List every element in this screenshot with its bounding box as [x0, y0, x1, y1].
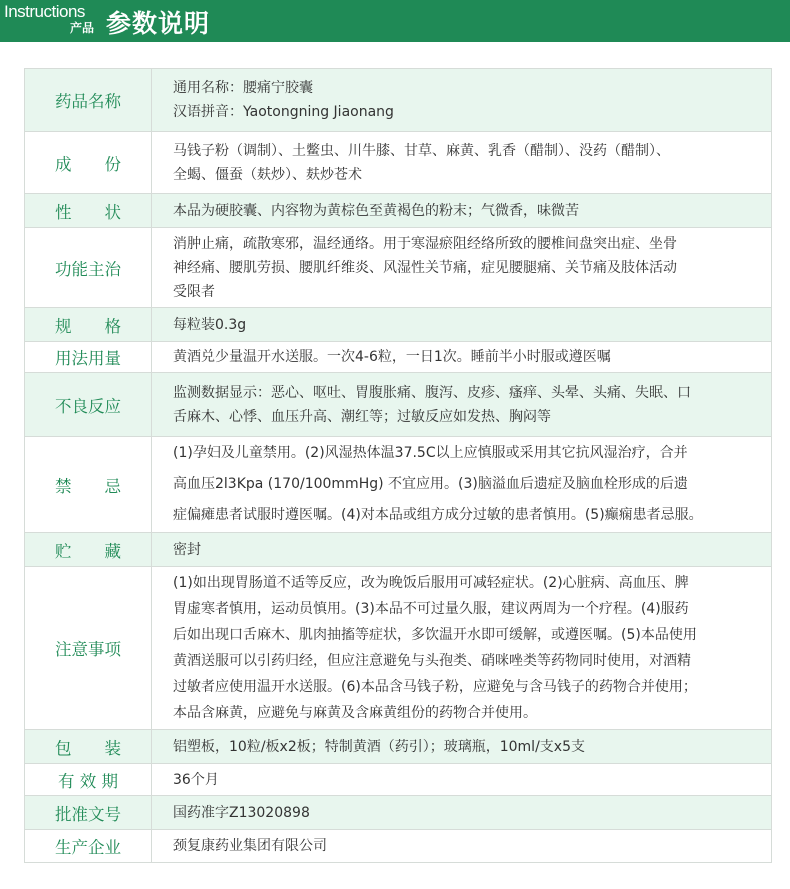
value-line: 黄酒送服可以引药归经，但应注意避免与头孢类、硝咪唑类等药物同时使用，对酒精	[173, 653, 691, 669]
value-line: 每粒装0.3g	[173, 316, 247, 333]
value-line: 马钱子粉（调制）、土鳖虫、川牛膝、甘草、麻黄、乳香（醋制）、没药（醋制）、	[173, 142, 670, 159]
row-label-expiry: 有 效 期	[25, 764, 152, 795]
row-value-dosage	[152, 342, 771, 372]
table-row	[25, 764, 771, 796]
row-value-indications	[152, 228, 771, 307]
header-small-label: 产品	[70, 21, 95, 35]
row-value-approval-number	[152, 796, 771, 829]
row-value-adverse-reactions	[152, 373, 771, 436]
value-line: 高血压2l3Kpa (170/100mmHg) 不宜应用。(3)脑溢血后遗症及脑血栓形成的后遗	[173, 476, 688, 492]
table-row	[25, 308, 771, 342]
row-value-manufacturer	[152, 830, 771, 862]
value-line: 汉语拼音：Yaotongning Jiaonang	[173, 104, 394, 120]
table-row	[25, 796, 771, 830]
value-line: 36个月	[173, 771, 219, 788]
value-line: 密封	[173, 541, 201, 558]
row-label-ingredients: 成 份	[25, 132, 152, 193]
value-line: 铝塑板，10粒/板x2板；特制黄酒（药引）；玻璃瓶，10ml/支x5支	[173, 738, 585, 755]
row-label-specification: 规 格	[25, 308, 152, 341]
value-line: 症偏瘫患者试服时遵医嘱。(4)对本品或组方成分过敏的患者慎用。(5)癫痫患者忌服。	[173, 507, 703, 523]
row-label-manufacturer: 生产企业	[25, 830, 152, 862]
table-row	[25, 567, 771, 730]
value-line: 监测数据显示：恶心、呕吐、胃腹胀痛、腹泻、皮疹、瘙痒、头晕、头痛、失眠、口	[173, 384, 691, 401]
value-line: 消肿止痛，疏散寒邪，温经通络。用于寒湿瘀阻经络所致的腰椎间盘突出症、坐骨	[173, 235, 677, 252]
value-line: 后如出现口舌麻木、肌肉抽搐等症状，多饮温开水即可缓解，或遵医嘱。(5)本品使用	[173, 627, 697, 643]
value-line: 神经痛、腰肌劳损、腰肌纤维炎、风湿性关节痛，症见腰腿痛、关节痛及肢体活动	[173, 259, 677, 276]
value-line: 本品为硬胶囊、内容物为黄棕色至黄褐色的粉末；气微香，味微苦	[173, 202, 579, 219]
table-row	[25, 228, 771, 308]
row-label-indications: 功能主治	[25, 228, 152, 307]
value-line: 受限者	[173, 283, 215, 300]
row-value-precautions	[152, 567, 771, 729]
value-line: 全蝎、僵蚕（麸炒）、麸炒苍术	[173, 166, 362, 183]
row-value-contraindications	[152, 437, 771, 532]
header-english-title: Instructions	[4, 2, 85, 21]
parameter-table	[24, 68, 772, 863]
row-value-appearance	[152, 194, 771, 227]
value-line: 黄酒兑少量温开水送服。一次4-6粒，一日1次。睡前半小时服或遵医嘱	[173, 349, 611, 365]
table-row	[25, 730, 771, 764]
value-line: 国药准字Z13020898	[173, 804, 310, 821]
value-line: 颈复康药业集团有限公司	[173, 838, 327, 854]
header-title: 参数说明	[106, 9, 211, 38]
value-line: 过敏者应使用温开水送服。(6)本品含马钱子粉，应避免与含马钱子的药物合并使用；	[173, 679, 697, 695]
table-row	[25, 194, 771, 228]
table-row	[25, 830, 771, 862]
row-label-approval-number: 批准文号	[25, 796, 152, 829]
row-value-packaging	[152, 730, 771, 763]
row-label-appearance: 性 状	[25, 194, 152, 227]
table-row	[25, 373, 771, 437]
row-label-precautions: 注意事项	[25, 567, 152, 729]
table-row	[25, 69, 771, 132]
row-value-expiry	[152, 764, 771, 795]
row-value-ingredients	[152, 132, 771, 193]
value-line: 通用名称：腰痛宁胶囊	[173, 80, 313, 96]
row-label-drug-name: 药品名称	[25, 69, 152, 131]
value-line: (1)孕妇及儿童禁用。(2)风湿热体温37.5C以上应慎服或采用其它抗风湿治疗，合并	[173, 445, 688, 461]
value-line: 胃虚寒者慎用，运动员慎用。(3)本品不可过量久服，建议两周为一个疗程。(4)服药	[173, 601, 689, 617]
row-label-packaging: 包 装	[25, 730, 152, 763]
table-row	[25, 342, 771, 373]
value-line: (1)如出现胃肠道不适等反应，改为晚饭后服用可减轻症状。(2)心脏病、高血压、脾	[173, 575, 689, 591]
value-line: 舌麻木、心悸、血压升高、潮红等；过敏反应如发热、胸闷等	[173, 408, 551, 425]
row-value-specification	[152, 308, 771, 341]
row-label-storage: 贮 藏	[25, 533, 152, 566]
row-label-adverse-reactions: 不良反应	[25, 373, 152, 436]
value-line: 本品含麻黄，应避免与麻黄及含麻黄组份的药物合并使用。	[173, 705, 537, 721]
header-banner	[0, 0, 790, 42]
table-row	[25, 533, 771, 567]
row-value-storage	[152, 533, 771, 566]
table-row	[25, 132, 771, 194]
table-row	[25, 437, 771, 533]
row-label-contraindications: 禁 忌	[25, 437, 152, 532]
row-value-drug-name	[152, 69, 771, 131]
row-label-dosage: 用法用量	[25, 342, 152, 372]
